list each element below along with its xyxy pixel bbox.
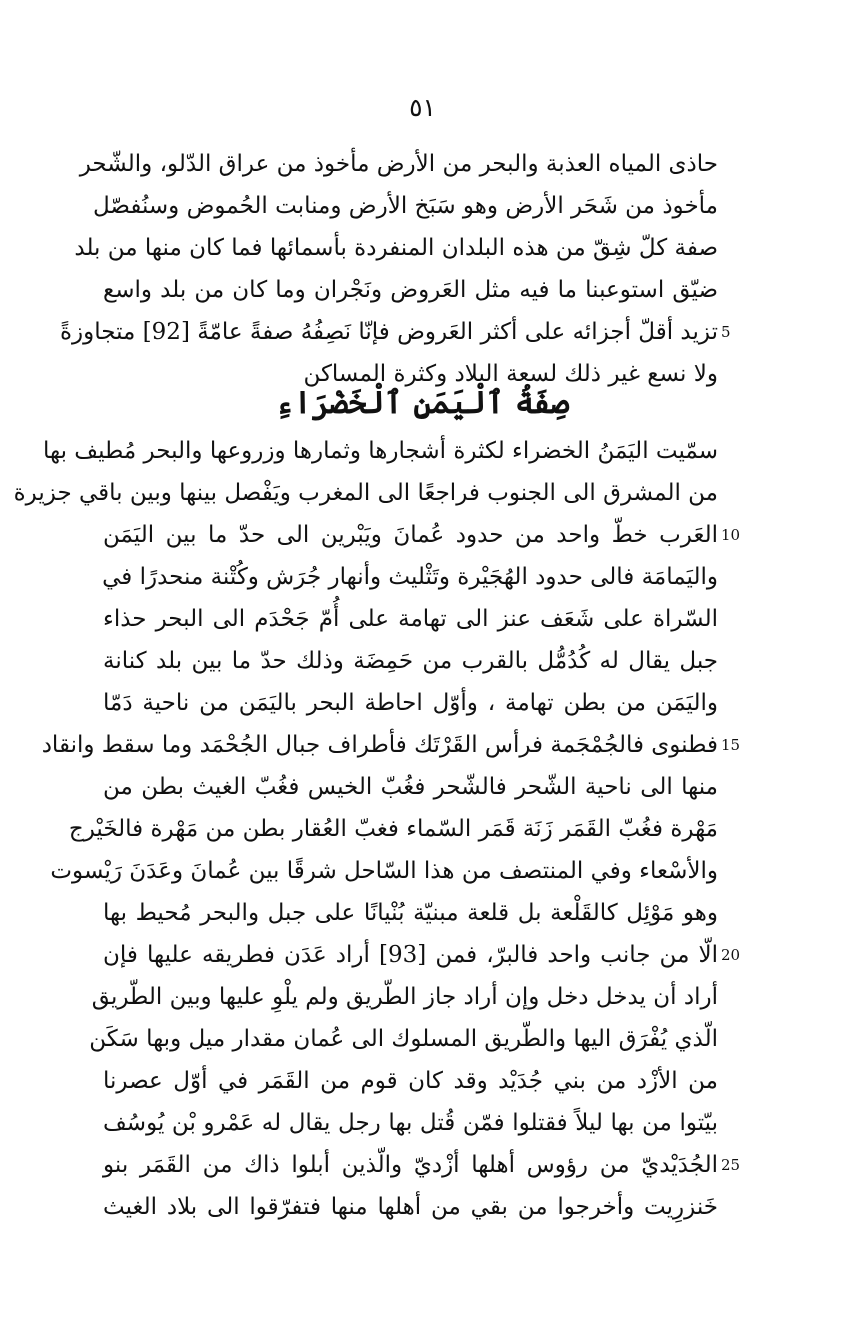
text-line: فطنوى فالجُمْجَمة فرأس القَرْتَك فأطراف جبال الجُحْمَد وما سقط وانقاد: [41, 732, 718, 758]
text-line: منها الى ناحية الشّحر فالشّحر فغُبّ الخيس فغُبّ الغيث بطن من: [103, 774, 718, 800]
paragraph-yemen: [13, 430, 718, 1228]
text-line: واليَمَن من بطن تهامة ، وأوّل احاطة البحر باليَمَن من ناحية دَمّا: [103, 690, 718, 716]
text-line: خَنزرِيت وأخرجوا من بقي من أهلها منها فتفرّقوا الى بلاد الغيث: [103, 1194, 718, 1220]
text-line: السّراة على شَعَف عنز الى تهامة على أُمّ جَحْدَم الى البحر حذاء: [103, 606, 718, 632]
text-line: مأخوذ من شَحَر الأرض وهو سَبَخ الأرض ومنابت الحُموض وسنُفصّل: [92, 193, 718, 219]
page-number: ٥١: [409, 93, 436, 122]
text-line: جبل يقال له كُدُمُّل بالقرب من حَمِضَة وذلك حدّ ما بين بلد كنانة: [103, 648, 718, 674]
text-line: من الأزْد من بني جُدَيْد وقد كان قوم من القَمَر في أوّل عصرنا: [103, 1068, 718, 1094]
text-line: الجُدَيْديّ من رؤوس أهلها أزْديّ والّذين أبلوا ذاك من القَمَر بنو: [103, 1152, 718, 1178]
text-line: ضيّق استوعبنا ما فيه مثل العَروض ونَجْران وما كان من بلد واسع: [103, 277, 718, 303]
text-line: حاذى المياه العذبة والبحر من الأرض مأخوذ من عراق الدّلو، والشّحر: [79, 151, 718, 177]
line-number: 5: [721, 323, 731, 341]
text-line: تزيد أقلّ أجزائه على أكثر العَروض فإنّا نَصِفُهُ صفةً عامّةً [92] متجاوزةً: [59, 319, 718, 345]
text-line: الّا من جانب واحد فالبرّ، فمن [93] أراد عَدَن فطريقه عليها فإن: [103, 942, 718, 968]
line-number: 15: [721, 736, 741, 754]
text-line: العَرب خطّ واحد من حدود عُمانَ ويَبْرين الى حدّ ما بين اليَمَن: [103, 522, 718, 548]
text-line: الّذي يُفْرَق اليها والطّريق المسلوك الى عُمان مقدار ميل وبها سَكَن: [89, 1026, 718, 1052]
text-line: وهو مَوْئِل كالقَلْعة بل قلعة مبنيّة بُنْيانًا على جبل والبحر مُحيط بها: [103, 900, 718, 926]
text-line: مَهْرة فغُبّ القَمَر زَنَة قَمَر السّماء فغبّ العُقار بطن من مَهْرة فالخَيْرج: [68, 816, 718, 842]
line-number: 20: [721, 946, 741, 964]
text-line: أراد أن يدخل دخل وإن أراد جاز الطّريق ولم يلْوِ عليها وبين الطّريق: [91, 984, 718, 1010]
line-number: 25: [721, 1156, 741, 1174]
section-heading: صِفَةُ ٱلْيَمَنِ ٱلْخَضْرَاءِ: [275, 385, 570, 421]
text-line: واليَمامَة فالى حدود الهُجَيْرة وتَثْليث وأنهار جُرَش وكُتْنة منحدرًا في: [102, 564, 718, 590]
text-line: من المشرق الى الجنوب فراجعًا الى المغرب ويَفْصل بينها وبين باقي جزيرة: [13, 480, 718, 506]
text-line: ولا نسع غير ذلك لسعة البلاد وكثرة المساكن: [303, 361, 718, 387]
line-number: 10: [721, 526, 741, 544]
text-line: بيّتوا من بها ليلاً فقتلوا فمّن قُتل بها رجل يقال له عَمْرو بْن يُوسُف: [103, 1110, 718, 1136]
text-line: صفة كلّ شِقّ من هذه البلدان المنفردة بأسمائها فما كان منها من بلد: [74, 235, 718, 261]
paragraph-intro: [59, 143, 718, 395]
text-line: سمّيت اليَمَنُ الخضراء لكثرة أشجارها وثمارها وزروعها والبحر مُطيف بها: [42, 438, 718, 464]
text-line: والأسْعاء وفي المنتصف من هذا السّاحل شرقًا بين عُمانَ وعَدَنَ رَيْسوت: [50, 858, 718, 884]
